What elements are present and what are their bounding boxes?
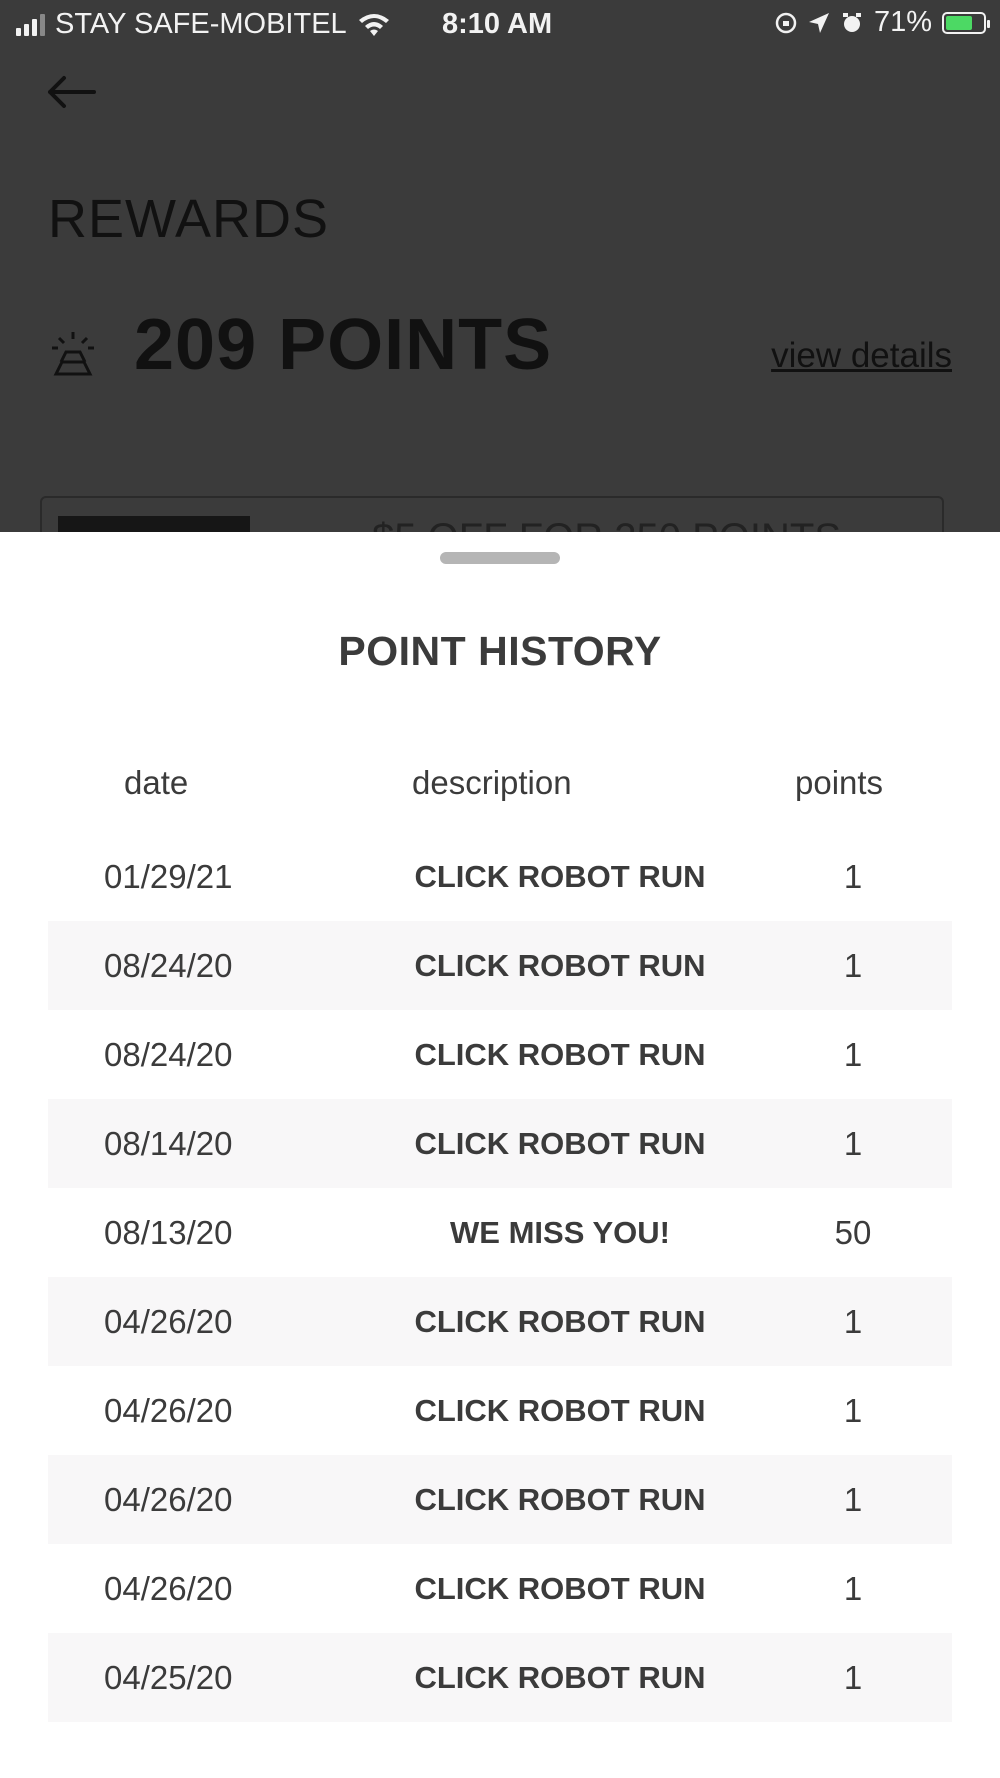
table-row (48, 1010, 952, 1099)
row-points: 1 (843, 858, 863, 895)
row-date: 04/26/20 (104, 1570, 233, 1607)
row-date: 04/25/20 (104, 1659, 233, 1696)
row-description: CLICK ROBOT RUN (414, 1393, 706, 1428)
row-points: 1 (843, 1303, 863, 1340)
page-title: REWARDS (48, 189, 330, 249)
table-row (48, 1633, 952, 1722)
row-description: CLICK ROBOT RUN (414, 1660, 706, 1695)
row-points: 1 (843, 1570, 863, 1607)
row-points: 1 (843, 947, 863, 984)
row-date: 08/24/20 (104, 947, 233, 984)
table-row (48, 921, 952, 1010)
sheet-grabber-handle[interactable] (440, 552, 560, 564)
alarm-icon (840, 11, 864, 35)
table-row (48, 1188, 952, 1277)
battery-fill (946, 16, 972, 30)
status-bar (0, 0, 1000, 52)
row-date: 08/24/20 (104, 1036, 233, 1073)
row-description: CLICK ROBOT RUN (414, 1571, 706, 1606)
points-balance: 209 POINTS (134, 305, 553, 385)
row-date: 04/26/20 (104, 1481, 233, 1518)
table-row (48, 1277, 952, 1366)
row-date: 04/26/20 (104, 1303, 233, 1340)
status-left (16, 8, 391, 41)
column-header-description: description (412, 764, 572, 801)
row-points: 1 (843, 1125, 863, 1162)
table-row (48, 1366, 952, 1455)
row-date: 01/29/21 (104, 858, 233, 895)
rewards-screen-background (0, 0, 1000, 540)
row-points: 50 (834, 1214, 872, 1251)
battery-percent: 71% (873, 6, 932, 38)
table-row (48, 1455, 952, 1544)
sheet-title: POINT HISTORY (338, 628, 662, 674)
row-description: CLICK ROBOT RUN (414, 1126, 706, 1161)
points-summary (48, 300, 952, 390)
row-description: CLICK ROBOT RUN (414, 1037, 706, 1072)
row-description: CLICK ROBOT RUN (414, 948, 706, 983)
signal-strength-icon (16, 14, 45, 36)
column-header-points: points (795, 764, 884, 801)
row-points: 1 (843, 1481, 863, 1518)
row-description: CLICK ROBOT RUN (414, 1304, 706, 1339)
view-details-link[interactable]: view details (771, 336, 952, 375)
battery-cap (987, 20, 990, 28)
gold-bars-icon (48, 328, 98, 378)
row-description: CLICK ROBOT RUN (414, 1482, 706, 1517)
row-description: CLICK ROBOT RUN (414, 859, 706, 894)
row-date: 08/14/20 (104, 1125, 233, 1162)
table-row (48, 832, 952, 921)
point-history-sheet (0, 532, 1000, 1778)
column-header-date: date (124, 764, 189, 801)
row-description: WE MISS YOU! (450, 1215, 670, 1250)
row-date: 08/13/20 (104, 1214, 233, 1251)
wifi-icon (357, 12, 391, 38)
rotation-lock-icon (774, 11, 798, 35)
status-right (774, 6, 986, 39)
battery-icon (942, 12, 986, 34)
location-icon (808, 12, 830, 34)
status-time: 8:10 AM (442, 8, 553, 40)
carrier-name: STAY SAFE-MOBITEL (55, 8, 347, 40)
table-row (48, 1544, 952, 1633)
row-points: 1 (843, 1392, 863, 1429)
row-points: 1 (843, 1036, 863, 1073)
row-date: 04/26/20 (104, 1392, 233, 1429)
row-points: 1 (843, 1659, 863, 1696)
table-row (48, 1099, 952, 1188)
point-history-table (48, 832, 952, 1722)
back-arrow-icon[interactable] (44, 72, 100, 112)
